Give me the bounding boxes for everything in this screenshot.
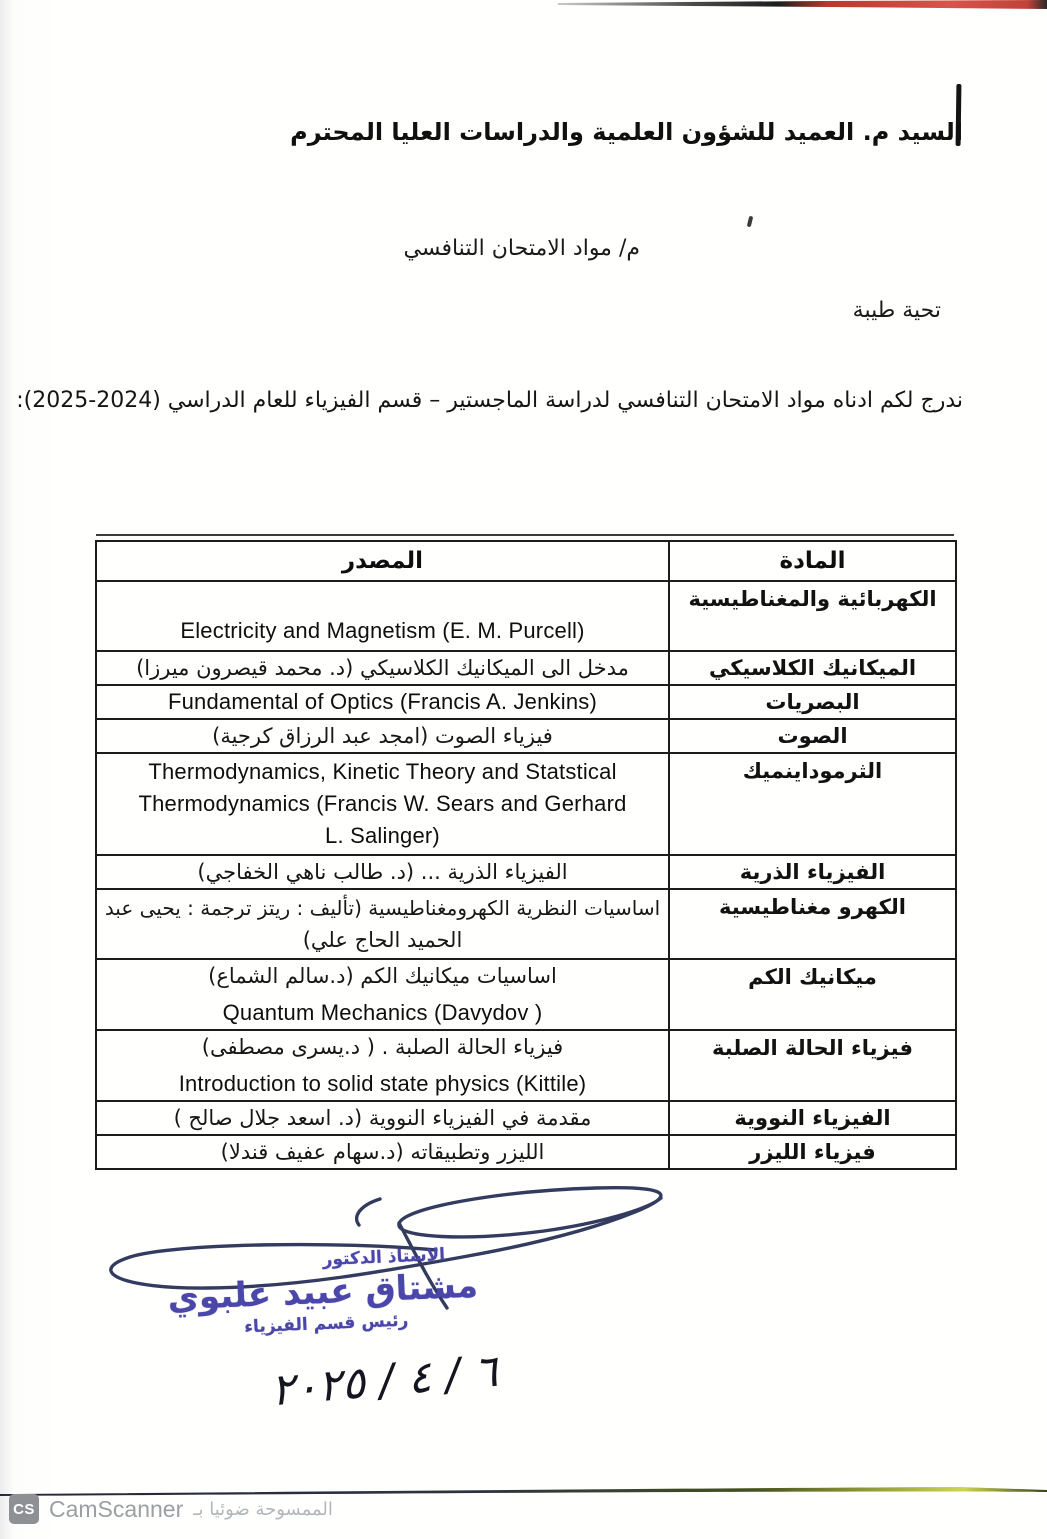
- source-cell: [96, 1135, 669, 1169]
- scanned-with-text: الممسوحة ضوئيا بـ: [193, 1498, 333, 1520]
- source-line: Quantum Mechanics (Davydov ): [222, 1000, 543, 1025]
- exam-sources-table: [95, 540, 957, 1170]
- source-cell: [96, 889, 669, 959]
- table-header-source: المصدر: [96, 541, 669, 581]
- stamp-name: مشتاق عبيد علبوي: [166, 1265, 479, 1319]
- handwritten-date: ٦ / ٤ / ٢٠٢٥: [268, 1345, 500, 1417]
- camscanner-wordmark: CamScanner: [49, 1495, 184, 1522]
- table-row: [96, 889, 956, 959]
- subject-cell: البصريات: [669, 685, 956, 719]
- official-stamp: [166, 1244, 479, 1341]
- subject-line: م/ مواد الامتحان التنافسي: [403, 236, 640, 261]
- table-row: [96, 753, 956, 855]
- source-line: Electricity and Magnetism (E. M. Purcell): [180, 618, 585, 643]
- source-cell: [96, 581, 669, 651]
- subject-cell: الكهربائية والمغناطيسية: [669, 581, 956, 651]
- intro-line: ندرج لكم ادناه مواد الامتحان التنافسي لدراسة الماجستير – قسم الفيزياء للعام الدراسي (2024-2025):: [16, 388, 963, 413]
- source-line: Thermodynamics, Kinetic Theory and Statstical: [148, 759, 617, 784]
- subject-cell: فيزياء الليزر: [669, 1135, 956, 1169]
- source-line: Thermodynamics (Francis W. Sears and Gerhard: [138, 791, 627, 816]
- source-cell: [96, 753, 669, 855]
- subject-cell: ميكانيك الكم: [669, 959, 956, 1030]
- source-line: مدخل الى الميكانيك الكلاسيكي (د. محمد قيصرون ميرزا): [136, 656, 629, 680]
- source-cell: [96, 959, 669, 1030]
- source-line: L. Salinger): [325, 823, 440, 848]
- subject-cell: الثرموداينميك: [669, 753, 956, 855]
- table-top-rule: [96, 534, 954, 536]
- stamp-role: رئيس قسم الفيزياء: [243, 1310, 409, 1338]
- source-cell: [96, 685, 669, 719]
- source-line: مقدمة في الفيزياء النووية (د. اسعد جلال صالح ): [173, 1106, 592, 1130]
- table-row: [96, 1030, 956, 1101]
- scan-edge-top: [0, 0, 1047, 12]
- source-line: فيزياء الحالة الصلبة . ( د.يسرى مصطفى): [201, 1035, 564, 1059]
- source-cell: [96, 1101, 669, 1135]
- source-line: Introduction to solid state physics (Kittile): [178, 1071, 587, 1096]
- greeting-line: تحية طيبة: [852, 298, 941, 323]
- source-cell: [96, 651, 669, 685]
- subject-cell: فيزياء الحالة الصلبة: [669, 1030, 956, 1101]
- source-cell: [96, 855, 669, 889]
- table-row: [96, 1135, 956, 1169]
- subject-cell: الميكانيك الكلاسيكي: [669, 651, 956, 685]
- camscanner-footer: [9, 1494, 335, 1524]
- table-row: [96, 855, 956, 889]
- source-line: اساسيات ميكانيك الكم (د.سالم الشماع): [208, 964, 557, 988]
- source-line: اساسيات النظرية الكهرومغناطيسية (تأليف : ريتز ترجمة : يحيى عبد: [104, 896, 661, 920]
- subject-cell: الكهرو مغناطيسية: [669, 889, 956, 959]
- table-row: [96, 719, 956, 753]
- subject-cell: الصوت: [669, 719, 956, 753]
- table-row: [96, 959, 956, 1030]
- table-row: [96, 581, 956, 651]
- table-header-row: [96, 541, 956, 581]
- table-row: [96, 651, 956, 685]
- source-line: الليزر وتطبيقاته (د.سهام عفيف قندلا): [220, 1140, 545, 1164]
- source-line: الحميد الحاج علي): [302, 928, 463, 952]
- source-line: فيزياء الصوت (امجد عبد الرزاق كرجية): [212, 724, 553, 748]
- source-line: Fundamental of Optics (Francis A. Jenkins): [167, 689, 597, 714]
- subject-cell: الفيزياء النووية: [669, 1101, 956, 1135]
- table-row: [96, 1101, 956, 1135]
- source-line: الفيزياء الذرية ... (د. طالب ناهي الخفاجي): [197, 860, 568, 884]
- source-cell: [96, 719, 669, 753]
- subject-cell: الفيزياء الذرية: [669, 855, 956, 889]
- stamp-title: الاستاذ الدكتور: [322, 1244, 446, 1271]
- camscanner-logo-icon: CS: [9, 1494, 39, 1524]
- table-header-subject: المادة: [669, 541, 956, 581]
- table-row: [96, 685, 956, 719]
- ink-speck: [747, 216, 754, 228]
- recipient-line: السيد م. العميد للشؤون العلمية والدراسات العليا المحترم: [290, 118, 963, 146]
- source-cell: [96, 1030, 669, 1101]
